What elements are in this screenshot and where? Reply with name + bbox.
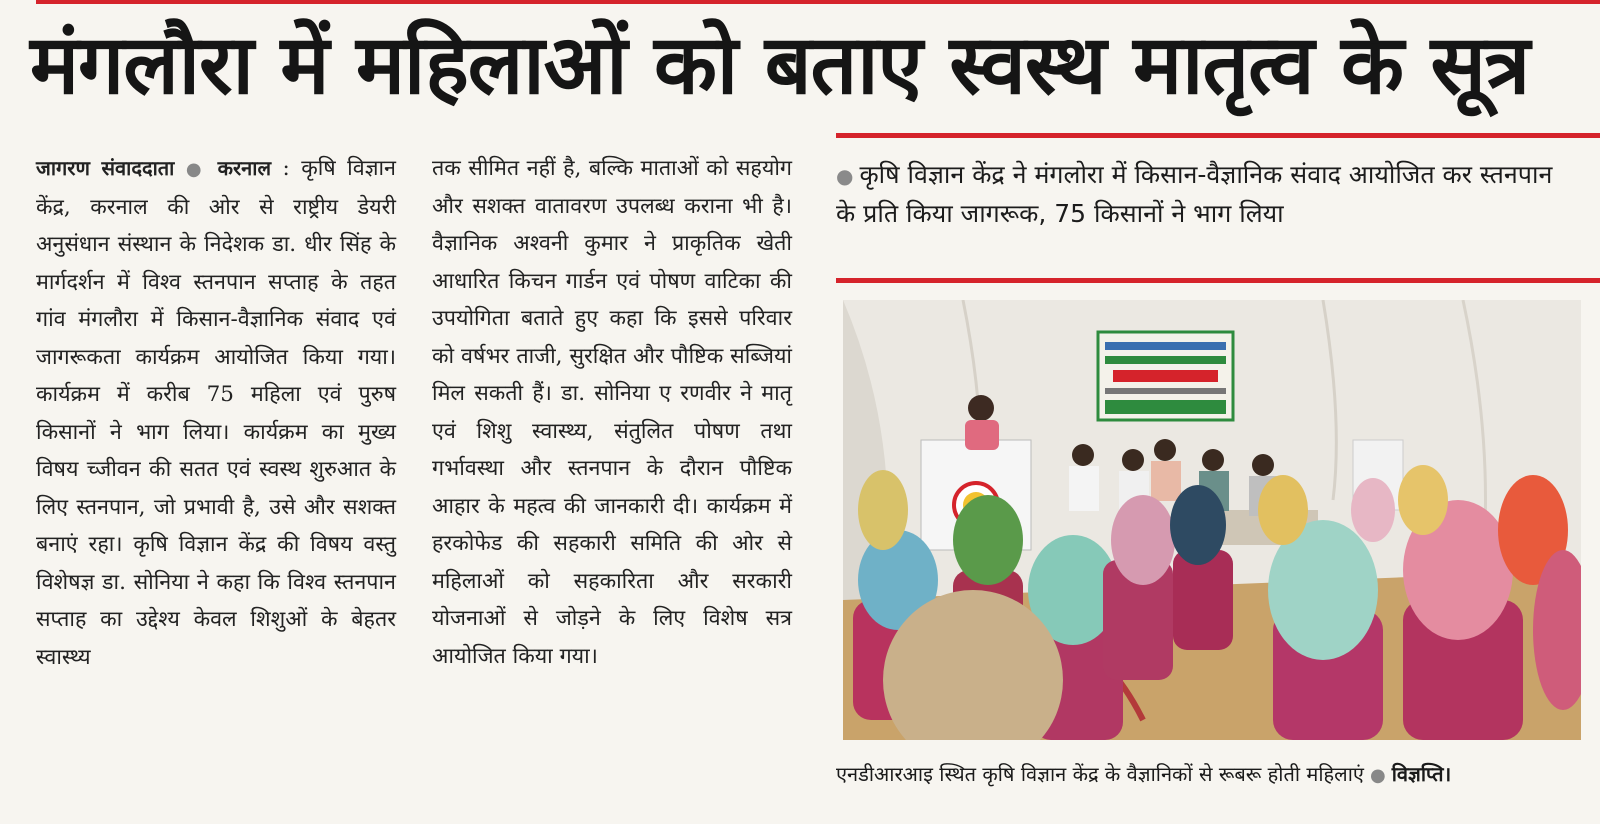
caption-dot: ● bbox=[1369, 765, 1386, 786]
subhead-bullet: ● bbox=[836, 164, 854, 188]
subhead-top-rule bbox=[836, 133, 1600, 138]
byline-author: जागरण संवाददाता bbox=[36, 156, 175, 180]
subhead-bottom-rule bbox=[836, 278, 1600, 283]
headline: मंगलौरा में महिलाओं को बताए स्वस्थ मातृत्व के सूत्र bbox=[30, 18, 1530, 113]
caption-text: एनडीआरआइ स्थित कृषि विज्ञान केंद्र के वैज्ञानिकों से रूबरू होती महिलाएं bbox=[836, 762, 1364, 786]
photo-caption bbox=[836, 758, 1586, 792]
column2-text: तक सीमित नहीं है, बल्कि माताओं को सहयोग और सशक्त वातावरण उपलब्ध कराना भी है। वैज्ञानिक अश्वनी कुमार ने प्राकृतिक खेती आधारित किचन गार्डन एवं पोषण वाटिका की उपयोगिता बताते हुए कहा कि इससे परिवार को वर्षभर ताजी, सुरक्षित और पौष्टिक सब्जियां मिल सकती हैं। डा. सोनिया ए रणवीर ने मातृ एवं शिशु स्वास्थ्य, संतुलित पोषण तथा गर्भावस्था और स्तनपान के दौरान पौष्टिक आहार के महत्व की जानकारी दी। कार्यक्रम में हरकोफेड की सहकारी समिति की ओर से महिलाओं को सहकारिता और सरकारी योजनाओं से जोड़ने के लिए विशेष सत्र आयोजित किया गया। bbox=[432, 156, 792, 669]
event-photo bbox=[843, 300, 1581, 740]
event-photo-illustration bbox=[843, 300, 1581, 740]
byline-location: करनाल bbox=[217, 156, 272, 180]
top-red-rule bbox=[36, 0, 1600, 4]
article-column-2 bbox=[432, 150, 792, 675]
article-column-1 bbox=[36, 150, 396, 676]
caption-credit: विज्ञप्ति। bbox=[1391, 762, 1452, 786]
byline-dot: ● bbox=[185, 159, 207, 180]
subheading-text: कृषि विज्ञान केंद्र ने मंगलोरा में किसान-वैज्ञानिक संवाद आयोजित कर स्तनपान के प्रति किया जागरूक, 75 किसानों ने भाग लिया bbox=[836, 160, 1553, 228]
subheading bbox=[836, 156, 1576, 233]
byline-separator: : bbox=[282, 156, 290, 181]
column1-text: कृषि विज्ञान केंद्र, करनाल की ओर से राष्ट्रीय डेयरी अनुसंधान संस्थान के निदेशक डा. धीर सिंह के मार्गदर्शन में विश्व स्तनपान सप्ताह के तहत गांव मंगलौरा में किसान-वैज्ञानिक संवाद एवं जागरूकता कार्यक्रम आयोजित किया गया। कार्यक्रम में करीब 75 महिला एवं पुरुष किसानों ने भाग लिया। कार्यक्रम का मुख्य विषय च्जीवन की सतत एवं स्वस्थ शुरुआत के लिए स्तनपान, जो प्रभावी है, उसे और सशक्त बनाएं रहा। कृषि विज्ञान केंद्र की विषय वस्तु विशेषज्ञ डा. सोनिया ने कहा कि विश्व स्तनपान सप्ताह का उद्देश्य केवल शिशुओं के बेहतर स्वास्थ्य bbox=[36, 156, 396, 670]
